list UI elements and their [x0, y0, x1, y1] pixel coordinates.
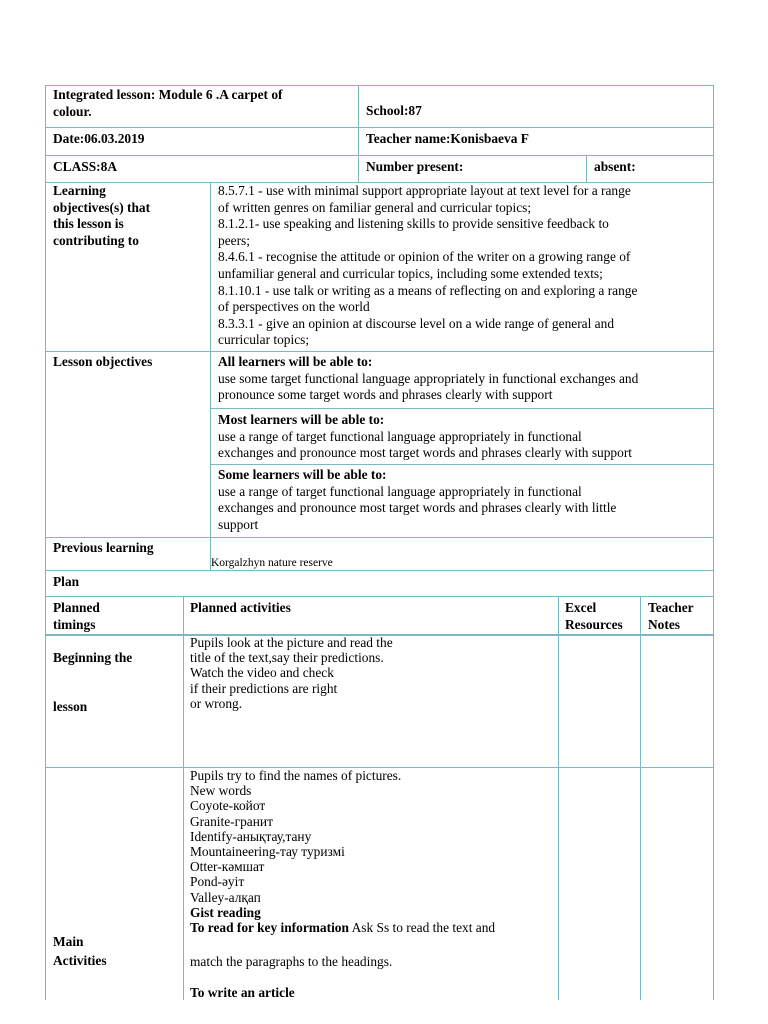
- lesson-title: [53, 87, 282, 120]
- header-line: timings: [53, 616, 96, 632]
- objective-line: pronounce some target words and phrases clearly with support: [218, 387, 553, 403]
- label-line: objectives(s) that: [53, 199, 151, 215]
- activity-line: New words: [190, 783, 252, 799]
- activity-line: Watch the video and check: [190, 665, 334, 681]
- main-activities-label: Activities: [53, 953, 107, 968]
- vocabulary-item: Pond-әуіт: [190, 874, 245, 890]
- previous-learning-label: Previous learning: [53, 540, 154, 555]
- vocabulary-item: Mountaineering-тау туризмі: [190, 844, 345, 860]
- class-label: CLASS:8A: [53, 159, 117, 174]
- beginning-label: lesson: [53, 699, 88, 714]
- objective-line: curricular topics;: [218, 332, 310, 348]
- activity-line: or wrong.: [190, 695, 243, 711]
- objective-line: of perspectives on the world: [218, 299, 370, 315]
- objective-line: 8.1.2.1- use speaking and listening skills to provide sensitive feedback to: [218, 216, 609, 232]
- main-activities-label: Main: [53, 934, 84, 949]
- activity-line: title of the text,say their predictions.: [190, 650, 384, 666]
- most-learners-heading: Most learners will be able to:: [218, 412, 385, 427]
- all-learners-heading: All learners will be able to:: [218, 354, 373, 369]
- beginning-activities: [190, 635, 393, 711]
- rule: [586, 155, 587, 182]
- rule: [210, 408, 714, 409]
- rule: [210, 464, 714, 465]
- rule: [183, 596, 184, 1000]
- rule: [45, 537, 714, 538]
- key-info-heading: To read for key information: [190, 920, 349, 936]
- teacher-name-label: Teacher name:Konisbaeva F: [366, 131, 529, 146]
- column-header-timings: [53, 600, 100, 633]
- write-article-heading: To write an article: [190, 985, 295, 1000]
- absent-label: absent:: [594, 159, 636, 174]
- beginning-label: Beginning the: [53, 650, 133, 665]
- vocabulary-item: Identify-анықтау,тану: [190, 828, 312, 844]
- label-line: contributing to: [53, 232, 139, 248]
- vocabulary-item: Valley-алқап: [190, 889, 261, 905]
- lesson-objectives-label: Lesson objectives: [53, 354, 153, 369]
- rule: [45, 85, 46, 1000]
- objective-line: peers;: [218, 232, 250, 248]
- vocabulary-item: Granite-гранит: [190, 813, 273, 829]
- some-learners-heading: Some learners will be able to:: [218, 467, 387, 482]
- objective-line: unfamiliar general and curricular topics, including some extended texts;: [218, 265, 603, 281]
- vocabulary-item: Coyote-койот: [190, 798, 266, 814]
- objective-line: 8.1.10.1 - use talk or writing as a means of reflecting on and exploring a range: [218, 282, 638, 298]
- rule: [640, 596, 641, 1000]
- label-line: Learning: [53, 183, 106, 198]
- date-label: Date:06.03.2019: [53, 131, 145, 146]
- activity-line: Pupils look at the picture and read the: [190, 635, 393, 650]
- activity-line: Pupils try to find the names of pictures.: [190, 768, 402, 783]
- match-instruction: match the paragraphs to the headings.: [190, 954, 393, 969]
- objective-line: 8.3.3.1 - give an opinion at discourse level on a wide range of general and: [218, 315, 615, 331]
- most-learners-block: [218, 412, 632, 462]
- objective-line: 8.4.6.1 - recognise the attitude or opinion of the writer on a growing range of: [218, 249, 631, 265]
- key-info-line: [190, 920, 495, 935]
- rule: [558, 596, 559, 1000]
- objective-line: use some target functional language appropriately in functional exchanges and: [218, 370, 639, 386]
- column-header-resources: [565, 600, 623, 633]
- rule: [45, 127, 714, 128]
- column-header-activities: Planned activities: [190, 600, 291, 615]
- objective-line: use a range of target functional language appropriately in functional: [218, 483, 582, 499]
- objective-line: exchanges and pronounce most target words and phrases clearly with little: [218, 500, 617, 516]
- rule: [713, 85, 714, 1000]
- lesson-title-line: colour.: [53, 103, 92, 119]
- objective-line: exchanges and pronounce most target words and phrases clearly with support: [218, 445, 633, 461]
- label-line: this lesson is: [53, 216, 124, 232]
- header-line: Excel: [565, 600, 597, 615]
- school-label: School:87: [366, 103, 422, 118]
- rule: [45, 351, 714, 352]
- rule: [210, 182, 211, 570]
- rule: [45, 155, 714, 156]
- previous-learning-value: Korgalzhyn nature reserve: [211, 557, 333, 569]
- activity-line: if their predictions are right: [190, 680, 338, 696]
- rule: [45, 570, 714, 571]
- header-line: Teacher: [648, 600, 694, 615]
- rule: [45, 596, 714, 597]
- header-line: Notes: [648, 616, 680, 632]
- header-line: Resources: [565, 616, 623, 632]
- learning-objectives-list: [218, 183, 637, 349]
- gist-reading-heading: Gist reading: [190, 904, 261, 920]
- vocabulary-item: Otter-кәмшат: [190, 859, 265, 875]
- lesson-title-line: Integrated lesson: Module 6 .A carpet of: [53, 87, 283, 102]
- header-line: Planned: [53, 600, 100, 615]
- some-learners-block: [218, 467, 616, 533]
- objective-line: support: [218, 516, 259, 532]
- plan-label: Plan: [53, 574, 80, 589]
- column-header-notes: [648, 600, 694, 633]
- learning-objectives-label: [53, 183, 150, 249]
- all-learners-block: [218, 354, 638, 404]
- number-present-label: Number present:: [366, 159, 464, 174]
- rule: [358, 85, 359, 182]
- rule: [45, 85, 714, 86]
- main-activities-content: [190, 768, 495, 935]
- objective-line: use a range of target functional language appropriately in functional: [218, 428, 582, 444]
- key-info-text: Ask Ss to read the text and: [348, 920, 496, 936]
- objective-line: 8.5.7.1 - use with minimal support appropriate layout at text level for a range: [218, 183, 631, 198]
- objective-line: of written genres on familiar general and curricular topics;: [218, 199, 532, 215]
